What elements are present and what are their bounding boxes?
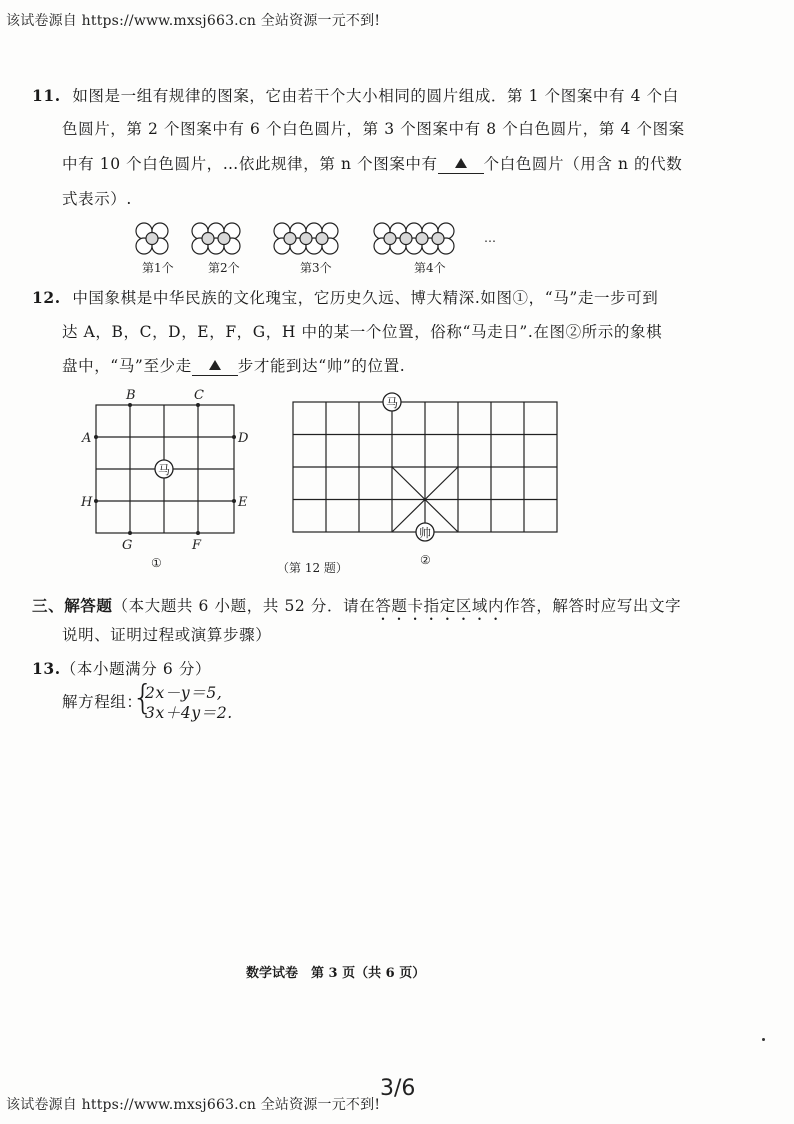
label-E: E: [238, 495, 248, 510]
section3-title: 三、解答题: [32, 596, 113, 615]
label-G: G: [122, 538, 133, 553]
q13-header: [32, 661, 211, 678]
q11-text1: 如图是一组有规律的图案，它由若干个大小相同的圆片组成．第 1 个图案中有 4 个白: [72, 87, 679, 105]
q12-text3-post: 步才能到达“帅”的位置.: [237, 357, 406, 375]
svg-text:帅: 帅: [418, 526, 432, 540]
caption-2: 第2个: [208, 261, 240, 275]
svg-text:马: 马: [157, 463, 171, 477]
source-banner-bottom: 该试卷源自 https://www.mxsj663.cn 全站资源一元不到!: [6, 1097, 381, 1113]
q11-text3-post: 个白色圆片（用含 n 的代数: [483, 155, 683, 173]
brace-icon: {: [132, 678, 154, 718]
section3-line1: [32, 597, 681, 624]
q11-line1: [32, 88, 679, 105]
q12-answer-blank[interactable]: [192, 359, 238, 376]
svg-text:马: 马: [385, 396, 399, 410]
page-number: 3/6: [380, 1076, 416, 1101]
pattern-2: [192, 223, 240, 254]
label-F: F: [192, 538, 202, 553]
q11-pattern-figure: [128, 218, 508, 278]
q12-figure-2: [277, 388, 565, 575]
label-B: B: [126, 388, 136, 403]
q13-eq1: 2x－y＝5,: [145, 684, 223, 702]
q12-text1: 中国象棋是中华民族的文化瑰宝，它历史久远、博大精深.如图①，“马”走一步可到: [72, 289, 659, 307]
q11-line2: 色圆片，第 2 个图案中有 6 个白色圆片，第 3 个图案中有 8 个白色圆片，第 4 个图案: [62, 120, 685, 138]
q13-prompt: 解方程组：: [62, 693, 143, 711]
pattern-4: [374, 223, 454, 254]
speck: [762, 1038, 765, 1041]
section3-text-post: 作答，解答时应写出文字: [504, 597, 682, 615]
label-H: H: [81, 495, 93, 510]
q11-answer-blank[interactable]: [438, 157, 484, 174]
q12-line1: [32, 290, 658, 307]
q11-line3: [62, 157, 682, 174]
source-banner-top: 该试卷源自 https://www.mxsj663.cn 全站资源一元不到!: [6, 13, 381, 29]
q12-figure-1: [76, 385, 256, 575]
caption-4: 第4个: [414, 261, 446, 275]
pattern-ellipsis: …: [484, 231, 496, 245]
section3-text-pre: （本大题共 6 小题，共 52 分．请在: [112, 597, 376, 615]
section3-line2: 说明、证明过程或演算步骤）: [62, 626, 272, 644]
label-C: C: [194, 388, 204, 403]
caption-3: 第3个: [300, 261, 332, 275]
page-footer: 数学试卷 第 3 页（共 6 页）: [246, 966, 426, 981]
section3-text-dotted: 答题卡指定区域内: [375, 597, 505, 615]
fig1-caption: ①: [151, 556, 162, 570]
pattern-3: [274, 223, 338, 254]
q13-number: 13.: [32, 659, 61, 678]
q13-points: （本小题满分 6 分）: [60, 660, 212, 678]
triangle-icon: [209, 360, 221, 370]
fig2-caption: ②: [420, 553, 431, 567]
q11-number: 11.: [32, 86, 61, 105]
caption-1: 第1个: [142, 261, 174, 275]
q12-line3: [62, 359, 405, 376]
q11-line4: 式表示）.: [62, 190, 132, 208]
pattern-1: [136, 223, 168, 254]
q12-number: 12.: [32, 288, 61, 307]
triangle-icon: [455, 158, 467, 168]
label-D: D: [238, 431, 249, 446]
q12-text3-pre: 盘中，“马”至少走: [62, 357, 192, 375]
q13-eq2: 3x＋4y＝2.: [145, 704, 233, 722]
figure-12-caption: （第 12 题）: [277, 561, 348, 575]
q12-line2: 达 A，B，C，D，E，F，G，H 中的某一个位置，俗称“马走日”.在图②所示的象棋: [62, 323, 663, 341]
label-A: A: [82, 431, 92, 446]
q11-text3-pre: 中有 10 个白色圆片，…依此规律，第 n 个图案中有: [62, 155, 438, 173]
